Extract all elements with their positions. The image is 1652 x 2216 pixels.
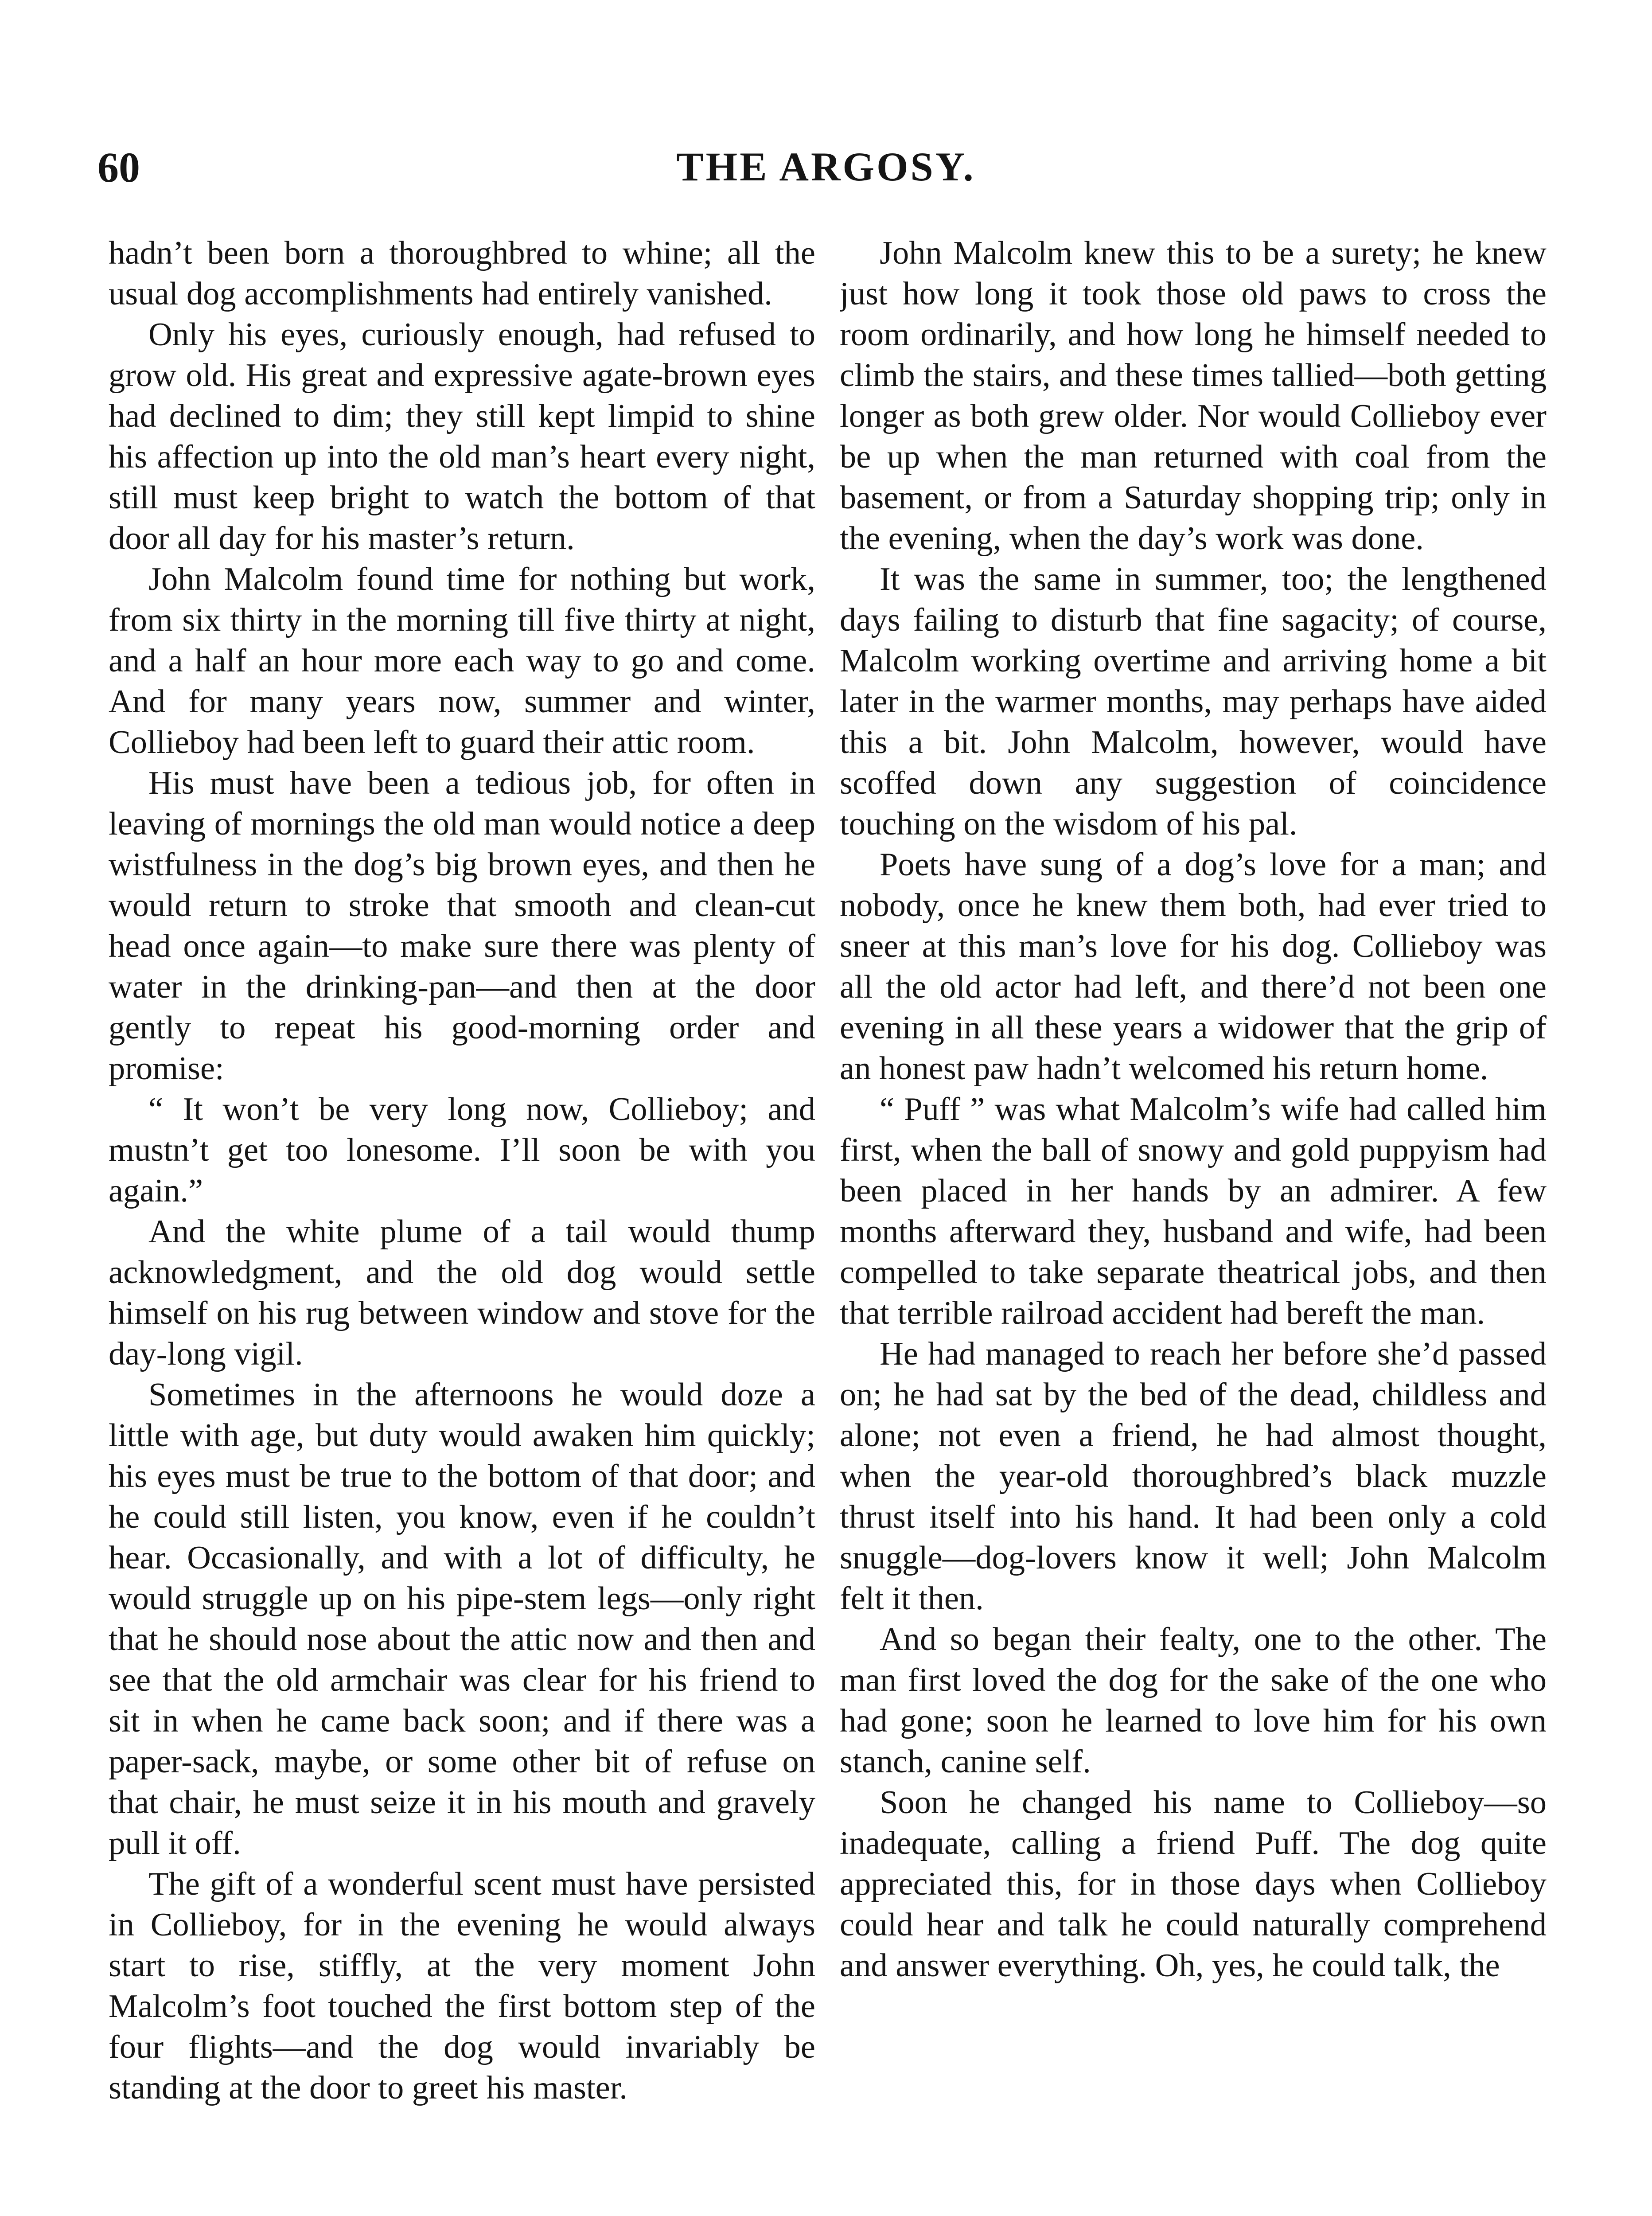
page-number: 60 bbox=[97, 144, 140, 191]
left-column bbox=[109, 233, 815, 2216]
paragraph: It was the same in summer, too; the lengthened days failing to disturb that fine sagacity; of course, Malcolm working overtime and arriving home a bit later in the warmer months, may perhaps have aided this a bit. John Malcolm, however, would have scoffed down any suggestion of coincidence touching on the wisdom of his pal. bbox=[840, 561, 1547, 842]
paragraph: And so began their fealty, one to the other. The man first loved the dog for the sake of the one who had gone; soon he learned to love him for his own stanch, canine self. bbox=[840, 1621, 1547, 1780]
running-head: THE ARGOSY. bbox=[676, 144, 976, 189]
paragraph: John Malcolm knew this to be a surety; he knew just how long it took those old paws to cross the room ordinarily, and how long he himself needed to climb the stairs, and these times tallied—both getting longer as both grew older. Nor would Collieboy ever be up when the man returned with coal from the basement, or from a Saturday shopping trip; only in the evening, when the day’s work was done. bbox=[840, 235, 1547, 557]
paragraph: The gift of a wonderful scent must have persisted in Collieboy, for in the evening he would always start to rise, stiffly, at the very moment John Malcolm’s foot touched the first bottom step of the four flights—and the dog would invariably be standing at the door to greet his master. bbox=[109, 1866, 815, 2106]
paragraph: John Malcolm found time for nothing but work, from six thirty in the morning till five thirty at night, and a half an hour more each way to go and come. And for many years now, summer and winter, Collieboy had been left to guard their attic room. bbox=[109, 561, 815, 761]
paragraph: Only his eyes, curiously enough, had refused to grow old. His great and expressive agate-brown eyes had declined to dim; they still kept limpid to shine his affection up into the old man’s heart every night, still must keep bright to watch the bottom of that door all day for his master’s return. bbox=[109, 316, 815, 557]
paragraph: He had managed to reach her before she’d passed on; he had sat by the bed of the dead, childless and alone; not even a friend, he had almost thought, when the year-old thoroughbred’s black muzzle thrust itself into his hand. It had been only a cold snuggle—dog-lovers know it well; John Malcolm felt it then. bbox=[840, 1336, 1547, 1617]
paragraph: His must have been a tedious job, for often in leaving of mornings the old man would notice a deep wistfulness in the dog’s big brown eyes, and then he would return to stroke that smooth and clean-cut head once again—to make sure there was plenty of water in the drinking-pan—and then at the door gently to repeat his good-morning order and promise: bbox=[109, 765, 815, 1087]
paragraph: Soon he changed his name to Collieboy—so inadequate, calling a friend Puff. The dog quite appreciated this, for in those days when Collieboy could hear and talk he could naturally comprehend and answer everything. Oh, yes, he could talk, the bbox=[840, 1784, 1547, 1984]
paragraph: “ It won’t be very long now, Collieboy; and mustn’t get too lonesome. I’ll soon be with you again.” bbox=[109, 1091, 815, 1209]
paragraph: hadn’t been born a thoroughbred to whine; all the usual dog accomplishments had entirely vanished. bbox=[109, 235, 815, 312]
right-column bbox=[840, 233, 1547, 2216]
paragraph: Poets have sung of a dog’s love for a man; and nobody, once he knew them both, had ever tried to sneer at this man’s love for his dog. Collieboy was all the old actor had left, and there’d not been one evening in all these years a widower that the grip of an honest paw hadn’t welcomed his return home. bbox=[840, 847, 1547, 1087]
paragraph: Sometimes in the afternoons he would doze a little with age, but duty would awaken him quickly; his eyes must be true to the bottom of that door; and he could still listen, you know, even if he couldn’t hear. Occasionally, and with a lot of difficulty, he would struggle up on his pipe-stem legs—only right that he should nose about the attic now and then and see that the old armchair was clear for his friend to sit in when he came back soon; and if there was a paper-sack, maybe, or some other bit of refuse on that chair, he must seize it in his mouth and gravely pull it off. bbox=[109, 1377, 815, 1861]
paragraph: “ Puff ” was what Malcolm’s wife had called him first, when the ball of snowy and gold puppyism had been placed in her hands by an admirer. A few months afterward they, husband and wife, had been compelled to take separate theatrical jobs, and then that terrible railroad accident had bereft the man. bbox=[840, 1091, 1547, 1331]
paragraph: And the white plume of a tail would thump acknowledgment, and the old dog would settle himself on his rug between window and stove for the day-long vigil. bbox=[109, 1213, 815, 1372]
